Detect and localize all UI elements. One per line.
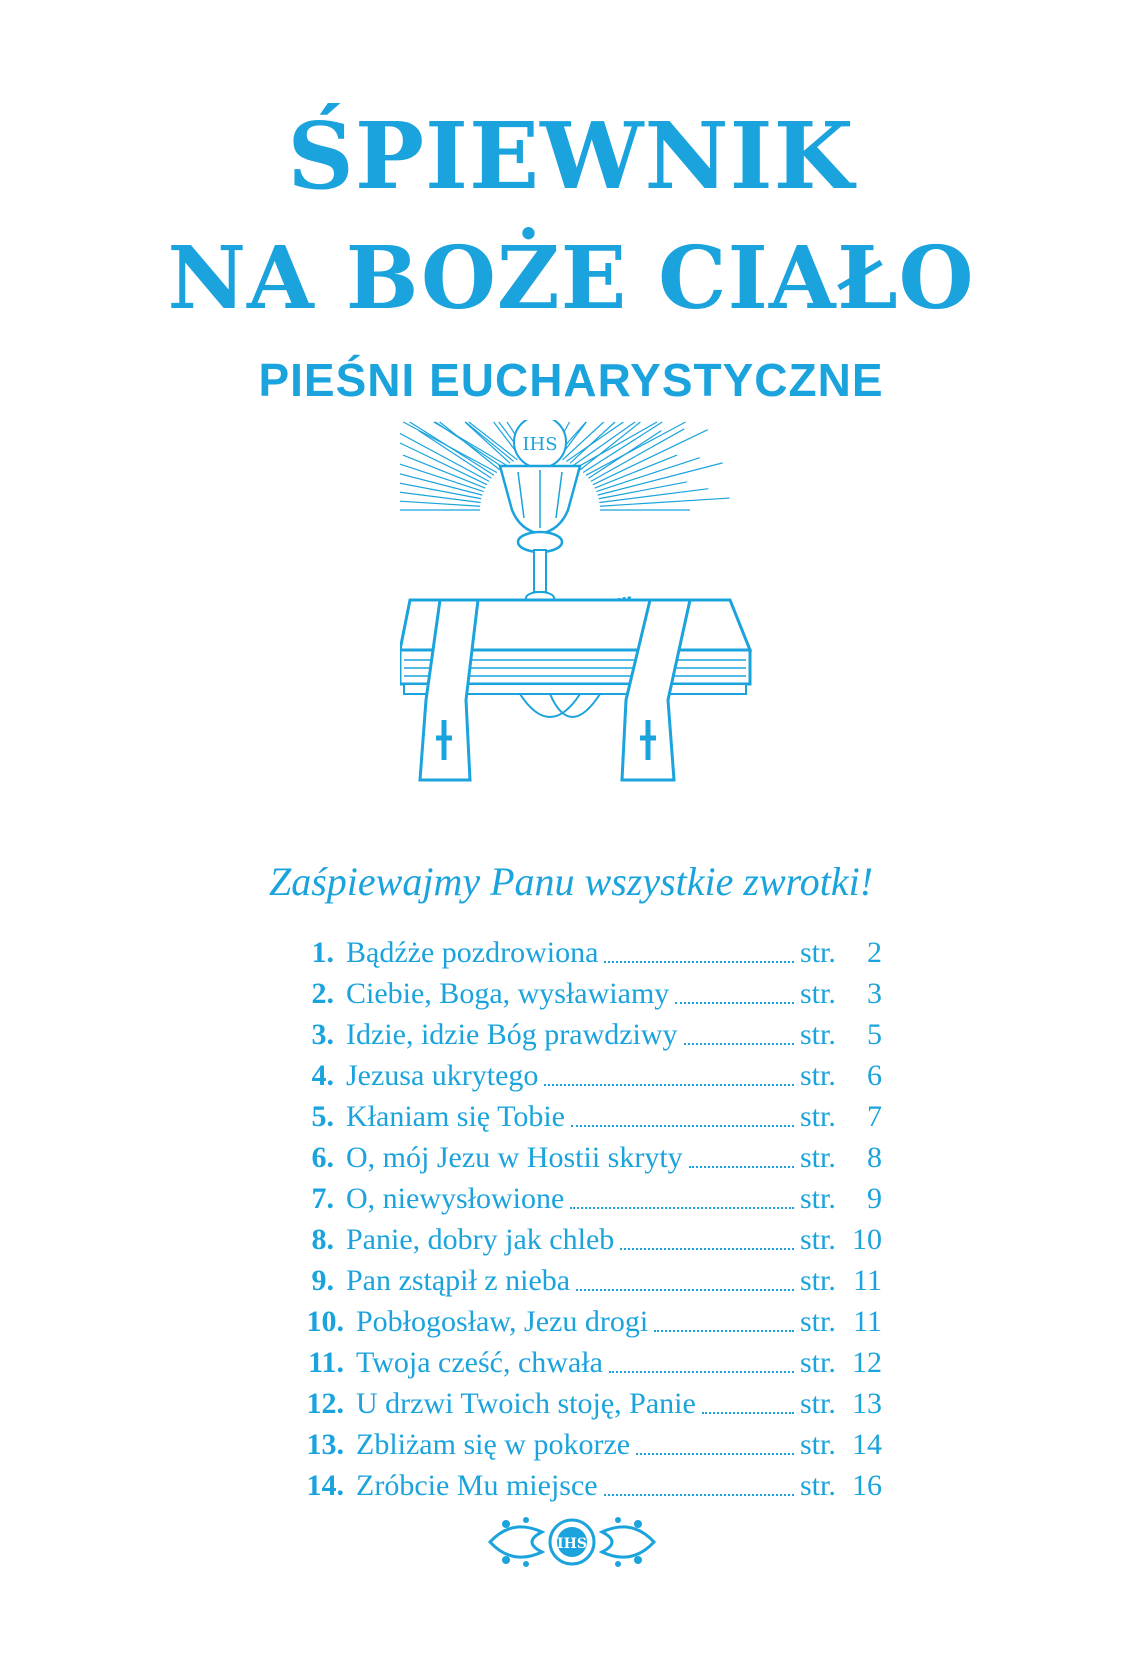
- toc-item: [292, 1383, 882, 1424]
- toc-item-page-number: 10: [852, 1223, 882, 1256]
- toc-item: [292, 1219, 882, 1260]
- toc-item-title: Bądźże pozdrowiona: [346, 936, 599, 969]
- toc-item-leader-dots: [609, 1371, 794, 1373]
- table-of-contents: [292, 932, 882, 1506]
- svg-text:IHS: IHS: [557, 1536, 587, 1552]
- ihs-ornament-icon: [482, 1510, 662, 1574]
- toc-item-page-number: 8: [867, 1141, 882, 1174]
- toc-item-number: 7.: [311, 1182, 334, 1215]
- toc-item: [292, 932, 882, 973]
- toc-item-title: O, mój Jezu w Hostii skryty: [346, 1141, 683, 1174]
- toc-item-page-prefix: str.: [800, 1100, 836, 1133]
- toc-item-page-number: 13: [852, 1387, 882, 1420]
- toc-item-page-number: 11: [853, 1305, 882, 1338]
- toc-item: [292, 973, 882, 1014]
- toc-item-leader-dots: [544, 1084, 794, 1086]
- toc-item-title: U drzwi Twoich stoję, Panie: [356, 1387, 696, 1420]
- toc-item-leader-dots: [654, 1330, 794, 1332]
- toc-item-number: 9.: [311, 1264, 334, 1297]
- toc-item-leader-dots: [684, 1043, 794, 1045]
- toc-item: [292, 1342, 882, 1383]
- toc-item-page-prefix: str.: [800, 1182, 836, 1215]
- toc-item-leader-dots: [604, 1494, 794, 1496]
- toc-item: [292, 1301, 882, 1342]
- toc-item-number: 13.: [306, 1428, 344, 1461]
- toc-item-title: Pan zstąpił z nieba: [346, 1264, 571, 1297]
- toc-item-number: 14.: [306, 1469, 344, 1502]
- toc-item-leader-dots: [571, 1125, 794, 1127]
- toc-item-title: Zbliżam się w pokorze: [356, 1428, 631, 1461]
- toc-item-page-number: 5: [867, 1018, 882, 1051]
- toc-item-leader-dots: [689, 1166, 794, 1168]
- toc-item-leader-dots: [576, 1289, 794, 1291]
- toc-item-page-number: 9: [867, 1182, 882, 1215]
- toc-item-page-prefix: str.: [800, 1018, 836, 1051]
- toc-item-number: 6.: [311, 1141, 334, 1174]
- toc-item-page-prefix: str.: [800, 1264, 836, 1297]
- toc-item-page-prefix: str.: [800, 1059, 836, 1092]
- toc-item-title: Kłaniam się Tobie: [346, 1100, 565, 1133]
- toc-item-page-number: 11: [853, 1264, 882, 1297]
- toc-item-title: O, niewysłowione: [346, 1182, 565, 1215]
- title-line-1: ŚPIEWNIK: [287, 102, 855, 210]
- toc-item: [292, 1260, 882, 1301]
- toc-item-number: 2.: [311, 977, 334, 1010]
- toc-item-page-prefix: str.: [800, 1223, 836, 1256]
- toc-item-title: Ciebie, Boga, wysławiamy: [346, 977, 670, 1010]
- toc-item-title: Twoja cześć, chwała: [356, 1346, 603, 1379]
- toc-item-title: Zróbcie Mu miejsce: [356, 1469, 598, 1502]
- toc-item-leader-dots: [636, 1453, 794, 1455]
- toc-item-number: 5.: [311, 1100, 334, 1133]
- toc-item: [292, 1055, 882, 1096]
- toc-item: [292, 1096, 882, 1137]
- toc-item-page-number: 3: [867, 977, 882, 1010]
- toc-item-page-prefix: str.: [800, 1346, 836, 1379]
- toc-item-leader-dots: [702, 1412, 794, 1414]
- toc-item-number: 11.: [308, 1346, 344, 1379]
- toc-item-leader-dots: [675, 1002, 794, 1004]
- toc-item-leader-dots: [620, 1248, 794, 1250]
- toc-item-number: 12.: [306, 1387, 344, 1420]
- toc-item: [292, 1014, 882, 1055]
- toc-item-page-number: 12: [852, 1346, 882, 1379]
- toc-item-number: 1.: [311, 936, 334, 969]
- toc-item: [292, 1465, 882, 1506]
- motto: Zaśpiewajmy Panu wszystkie zwrotki!: [268, 859, 874, 904]
- toc-item-page-number: 7: [867, 1100, 882, 1133]
- toc-item-number: 4.: [311, 1059, 334, 1092]
- toc-item-title: Idzie, idzie Bóg prawdziwy: [346, 1018, 678, 1051]
- toc-item-leader-dots: [604, 961, 794, 963]
- toc-item: [292, 1137, 882, 1178]
- toc-item-page-number: 14: [852, 1428, 882, 1461]
- toc-item-title: Pobłogosław, Jezu drogi: [356, 1305, 649, 1338]
- toc-item-leader-dots: [570, 1207, 794, 1209]
- toc-item-page-prefix: str.: [800, 936, 836, 969]
- toc-item-number: 3.: [311, 1018, 334, 1051]
- toc-item-page-prefix: str.: [800, 1141, 836, 1174]
- toc-item-page-prefix: str.: [800, 977, 836, 1010]
- toc-item-number: 8.: [311, 1223, 334, 1256]
- toc-item-title: Jezusa ukrytego: [346, 1059, 539, 1092]
- toc-item-page-number: 6: [867, 1059, 882, 1092]
- toc-item-page-prefix: str.: [800, 1305, 836, 1338]
- toc-item-page-prefix: str.: [800, 1469, 836, 1502]
- toc-item: [292, 1424, 882, 1465]
- toc-item-number: 10.: [306, 1305, 344, 1338]
- toc-item-title: Panie, dobry jak chleb: [346, 1223, 615, 1256]
- chalice-host-icon: [400, 420, 780, 840]
- toc-item-page-number: 16: [852, 1469, 882, 1502]
- subtitle: PIEŚNI EUCHARYSTYCZNE: [258, 354, 884, 406]
- toc-item-page-prefix: str.: [800, 1428, 836, 1461]
- toc-item-page-number: 2: [867, 936, 882, 969]
- title-line-2: NA BOŻE CIAŁO: [167, 228, 975, 329]
- toc-item: [292, 1178, 882, 1219]
- toc-item-page-prefix: str.: [800, 1387, 836, 1420]
- host-monogram: IHS: [522, 434, 558, 455]
